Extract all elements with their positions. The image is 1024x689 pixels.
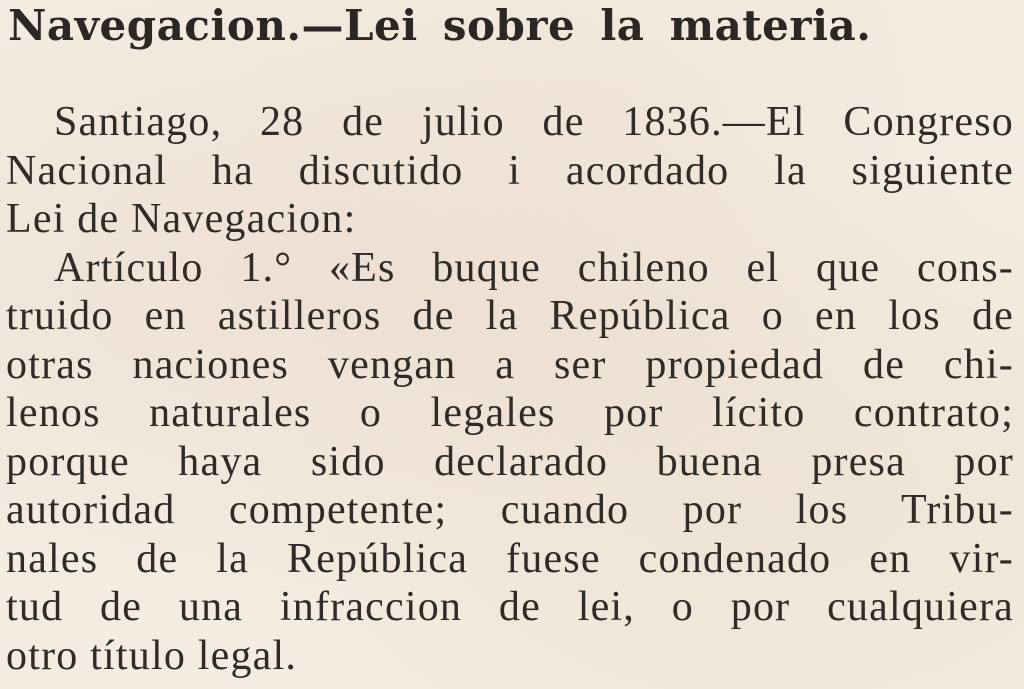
text-line: Nacional ha discutido i acordado la siguiente — [6, 147, 1014, 194]
text-line: Lei de Navegacion: — [6, 196, 357, 242]
text-line: autoridad competente; cuando por los Tribu- — [6, 487, 1014, 533]
text-line: tud de una infraccion de lei, o por cualquiera — [6, 584, 1014, 630]
text-line: otro título legal. — [6, 632, 298, 679]
text-line: nales de la República fuese condenado en vir- — [6, 535, 1014, 582]
text-line: porque haya sido declarado buena presa por — [6, 438, 1014, 485]
paragraph-article-1 — [6, 244, 1014, 681]
paragraph-intro — [6, 98, 1014, 244]
text-line: Santiago, 28 de julio de 1836.—El Congreso — [54, 99, 1014, 145]
text-line: Artículo 1.° «Es buque chileno el que cons- — [54, 244, 1014, 291]
text-line: lenos naturales o legales por lícito contrato; — [6, 390, 1014, 436]
text-line: otras naciones vengan a ser propiedad de chi- — [6, 341, 1014, 388]
text-line: truido en astilleros de la República o en los de — [6, 293, 1014, 339]
document-heading: Navegacion.—Lei sobre la materia. — [8, 1, 872, 50]
document-body — [6, 98, 1014, 680]
